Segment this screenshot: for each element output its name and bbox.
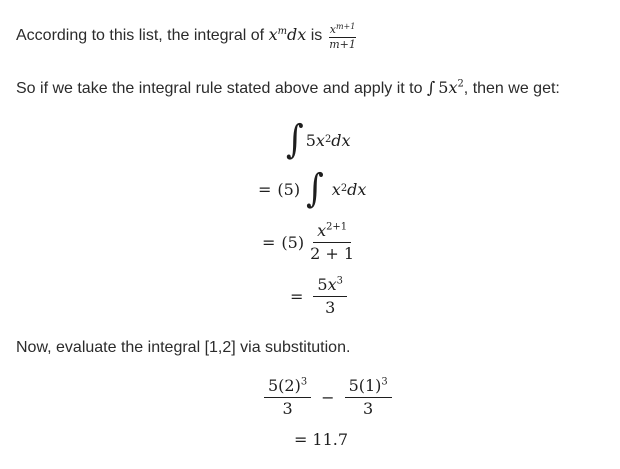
apply-coefficient: 5 <box>438 78 449 97</box>
minus-sign: − <box>321 388 335 407</box>
step-1-base: x <box>315 130 325 150</box>
apply-base: x <box>448 78 458 97</box>
step-4-num-exponent: 3 <box>336 275 343 287</box>
rule-expression-base: x <box>268 25 278 45</box>
rule-result-denominator: m+1 <box>329 38 356 51</box>
integral-sign-large: ∫ <box>306 166 324 212</box>
lower-bound-denominator: 3 <box>363 399 374 418</box>
apply-sentence-prefix: So if we take the integral rule stated above and apply it to <box>16 80 427 97</box>
step-3-fraction <box>306 222 358 263</box>
rule-result-num-exponent: m+1 <box>335 22 356 31</box>
integral-sign-inline: ∫ <box>426 78 436 97</box>
evaluate-sentence-text: Now, evaluate the integral [1,2] via substitution. <box>16 339 351 356</box>
rule-result-numerator <box>329 21 357 38</box>
step-3-num-base: x <box>317 221 327 240</box>
step-2-equals: = <box>258 179 272 199</box>
lower-bound-exponent: 3 <box>381 376 388 388</box>
lower-bound-numerator <box>345 377 392 398</box>
step-4-expression <box>290 276 349 317</box>
rule-result-num-base: x <box>329 23 336 36</box>
rule-sentence-is: is <box>306 27 327 45</box>
rule-sentence-prefix: According to this list, the integral of <box>16 27 269 45</box>
rule-sentence <box>16 21 356 51</box>
step-1-expression: ∫ 5 x 2 dx <box>286 117 351 163</box>
step-1-dx: dx <box>331 130 351 150</box>
evaluate-sentence <box>16 338 350 358</box>
evaluation-expression <box>262 377 394 418</box>
result-value: 11.7 <box>312 430 349 449</box>
upper-bound-numerator <box>264 377 311 398</box>
step-2-factor: (5) <box>277 179 301 199</box>
lower-bound-num-text: 5(1) <box>348 376 382 395</box>
step-3-factor: (5) <box>281 233 305 252</box>
step-3-expression <box>262 222 360 263</box>
step-3-num-exponent: 2+1 <box>326 221 348 233</box>
upper-bound-term <box>264 377 311 418</box>
lower-bound-term <box>345 377 392 418</box>
step-4-num-base: x <box>327 275 337 294</box>
rule-result-fraction <box>329 21 357 51</box>
upper-bound-denominator: 3 <box>282 399 293 418</box>
step-4-num-coefficient: 5 <box>317 275 328 294</box>
apply-exponent: 2 <box>457 78 464 90</box>
evaluation-result <box>294 430 348 449</box>
rule-expression-exponent: m <box>277 25 288 37</box>
integral-sign-large: ∫ <box>286 117 304 163</box>
upper-bound-exponent: 3 <box>300 376 308 388</box>
step-2-dx: dx <box>347 179 367 199</box>
step-4-equals: = <box>290 287 304 306</box>
step-2-expression: = (5) ∫ x 2 dx <box>258 166 367 212</box>
step-4-numerator <box>313 276 347 297</box>
apply-sentence-suffix: , then we get: <box>463 80 560 97</box>
step-3-numerator <box>313 222 351 243</box>
upper-bound-num-text: 5(2) <box>268 376 301 395</box>
rule-expression-dx: dx <box>287 25 307 45</box>
step-4-fraction <box>313 276 347 317</box>
apply-sentence <box>16 78 560 99</box>
step-2-base: x <box>331 179 341 199</box>
step-1-coefficient: 5 <box>305 130 316 150</box>
step-3-denominator: 2 + 1 <box>310 244 355 263</box>
result-equals: = <box>294 430 308 449</box>
step-3-equals: = <box>262 233 276 252</box>
step-4-denominator: 3 <box>325 298 336 317</box>
